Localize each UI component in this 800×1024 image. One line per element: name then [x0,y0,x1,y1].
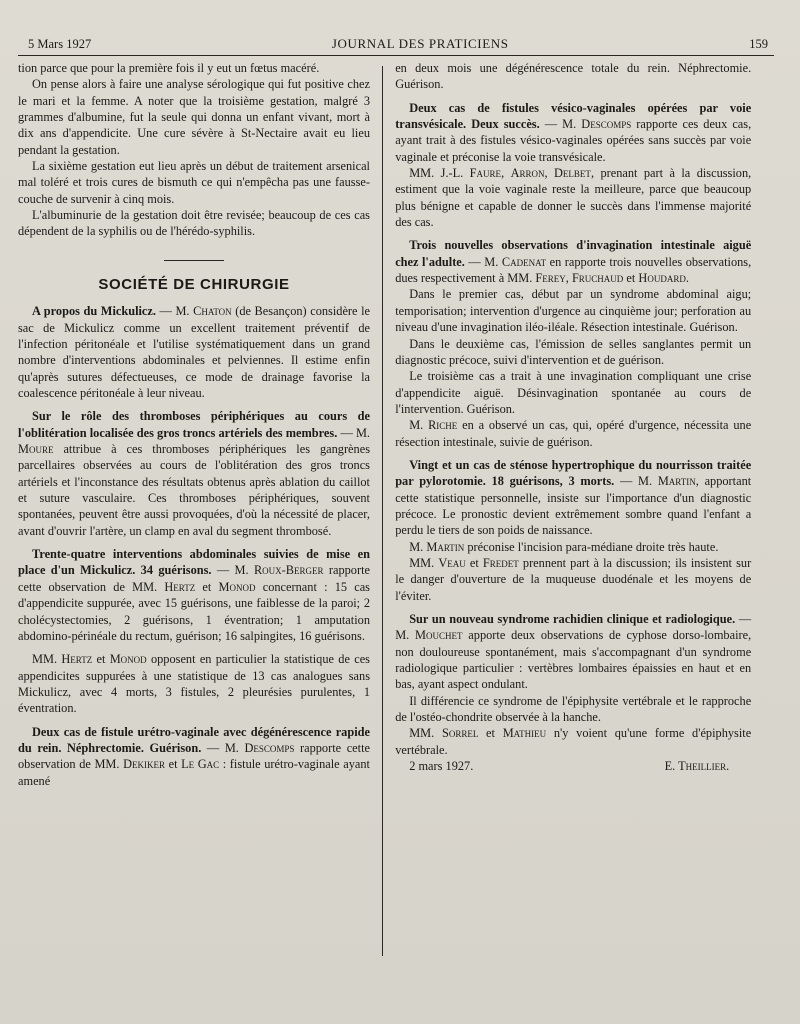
report-date: 2 mars 1927. [409,759,474,774]
text-run: MM. [32,652,62,667]
author-name: Houdard [638,271,686,286]
signature-line [395,758,751,774]
author-name: Monod [218,579,256,594]
text-run: MM. [409,726,442,741]
text-run: concernant : 15 cas d'appendicite suppurée, avec 15 guérisons, une faiblesse de la paroi; 2 cholécystectomies, 2 guérisons, 1 éventration; 1 amputation abdomino-périnéale du rectum, guérison; 16 salpingites, 16 guérisons. [18,579,370,643]
report-text: rapporte ces deux cas, ayant trait à des fistules vésico-vaginales opérées sans succès par voie vaginale et préconise la voie transvésicale. [395,117,752,164]
paragraph: La sixième gestation eut lieu après un début de traitement arsenical mal toléré et trois cures de bismuth ce qui n'empêcha pas une fausse-couche de survenir à cinq mois. [18,159,370,206]
paragraph [395,555,751,604]
author-name: Moure [18,442,54,457]
paragraph: L'albuminurie de la gestation doit être revisée; beaucoup de ces cas dépendent de la syphilis ou de l'hérédo-syphilis. [18,208,370,239]
author-name: Martin [657,474,696,489]
report-title: Sur un nouveau syndrome rachidien clinique et radiologique. [409,612,736,626]
section-title: SOCIÉTÉ DE CHIRURGIE [98,275,290,293]
spacer [18,539,370,546]
column-rule [382,66,383,956]
report-title: A propos du Mickulicz. [32,304,156,319]
text-run: : fistule urétro-vaginale ayant amené [18,757,370,788]
text-run: . [685,271,689,286]
author-name: Delbet [554,166,591,181]
report-title: Vingt et un cas de sténose hypertrophique du nourrisson traitée par pylorotomie. 18 guérisons, 3 morts. [395,457,752,489]
header-date: 5 Mars 1927 [28,37,92,51]
paragraph [395,165,751,230]
text-run: et [478,726,503,741]
author-name: Roux-Berger [253,563,324,578]
text-run: opposent en particulier la statistique de ces appendicites suppurées à une statistique de 13 cas analogues sans Mickulicz, avec 4 morts, 3 fistules, 2 pleurésies purulentes, 1 éventration. [18,652,370,716]
text-run: , [565,271,572,286]
author-name: Mouchet [415,628,463,643]
text-run: rapporte cette observation de MM. [18,563,370,594]
author-name: Veau [438,555,466,570]
author-name: Dekiker [123,757,165,772]
author-name: J.-L. Faure [440,166,502,181]
text-run: et [195,579,219,594]
text-run: n'y voient qu'une forme d'épiphysite vertébrale. [395,726,752,757]
paragraph [395,417,751,450]
paragraph: Il différencie ce syndrome de l'épiphysite vertébrale et le rapproche de l'ostéo-chondrite observée à la hanche. [395,693,752,725]
report-stenose [395,457,751,539]
paragraph: en deux mois une dégénérescence totale du rein. Néphrectomie. Guérison. [395,61,752,92]
text-run: et [623,271,639,286]
report-syndrome-rachidien [395,611,751,693]
author-name: Descomps [244,740,295,755]
report-title: Deux cas de fistule urétro-vaginale avec dégénérescence rapide du rein. Néphrectomie. Guérison. [18,724,370,755]
paragraph: Dans le deuxième cas, l'émission de selles sanglantes permit un diagnostic précoce, suivi d'intervention et de guérison. [395,336,752,367]
text-run: — M. [539,117,582,132]
author-name: Fruchaud [571,271,624,286]
paragraph: tion parce que pour la première fois il y eut un fœtus macéré. [18,61,320,75]
page-number: 159 [749,37,768,51]
spacer [18,401,370,408]
right-column [389,60,751,990]
author-name: Riche [428,418,458,433]
report-invagination [395,237,751,286]
spacer [395,230,751,237]
text-run: MM. [409,166,441,181]
text-run: en a observé un cas, qui, opéré d'urgence, nécessita une résection intestinale, suivie de guérison. [395,418,752,449]
author-name: Le Gac [181,757,220,772]
paragraph: Le troisième cas a trait à une invagination compliquant une crise d'appendicite aiguë. Désinvagination spontanée au cours de l'intervention. Guérison. [395,369,752,416]
report-trente-quatre [18,546,370,644]
report-vesico-vaginales [395,100,751,165]
text-run: préconise l'incision para-médiane droite très haute. [464,539,719,554]
report-text: (de Besançon) considère le sac de Mickulicz comme un excellent traitement préventif de l'infection péritonéale et l'utilise systématiquement dans un grand nombre d'interventions abdominales et pelviennes. Il estime enfin qu'après sutures défectueuses, ce mode de drainage favorise la coalescence péritonéale à leur niveau. [18,304,370,401]
report-text: attribue à ces thromboses périphériques les gangrènes parcellaires observées au cours de l'oblitération des gros troncs artériels et l'inconstance des résultats obtenus après ablation du caillot et suture vasculaire. Ces thromboses périphériques, souvent spontanées, peuvent être aussi provoquées, d'où la nécessité de placer, avant d'ouvrir l'artère, un clamp en aval du segment thrombosé. [18,442,370,538]
author-name: Ferey [535,271,566,286]
report-title: Sur le rôle des thromboses périphériques au cours de l'oblitération localisée des gros troncs artériels des membres. [18,409,370,440]
text-run: MM. [409,555,439,570]
text-run: — M. [337,425,371,440]
text-run: , [544,166,555,181]
report-text: , apportant cette statistique personnelle, insiste sur l'importance d'un diagnostic précoce. Le pronostic devient extrêmement sombre quand l'enfant a perdu le tiers de son poids de naissance. [395,474,752,538]
paragraph [395,539,751,555]
spacer [18,644,370,651]
report-hertz-monod [18,651,370,716]
author-name: Monod [109,652,147,667]
spacer [395,604,751,611]
text-run: rapporte cette observation de MM. [18,740,371,772]
text-run: — M. [155,304,194,319]
author-name: Descomps [581,117,632,132]
author-name: Fredet [482,555,519,570]
left-column [18,60,376,990]
text-run: — M. [211,563,254,578]
text-run: , prenant part à la discussion, estiment que la voie vaginale reste la meilleure, parce que beaucoup plus bénigne et capable de donner le succès dans l'immense majorité des cas. [395,166,752,230]
spacer [395,450,751,457]
two-columns [18,60,774,990]
report-title: Deux cas de fistules vésico-vaginales opérées par voie transvésicale. Deux succès. [395,100,752,132]
text-run: et [92,652,110,667]
text-run: — M. [201,740,245,755]
author-name: Chaton [193,304,232,319]
report-author: E. Theillier. [664,759,730,774]
paragraph: On pense alors à faire une analyse sérologique qui fut positive chez le mari et la femme. A noter que la troisième gestation, malgré 3 grammes d'albumine, fut la seule qui donna un enfant vivant, mort à dix ans d'appendicite. Une cure sévère à St-Nectaire avait eu lieu pendant la gestation. [18,77,370,157]
text-run: prennent part à la discussion; ils insistent sur le danger d'ouverture de la muqueuse duodénale et les moyens de l'éviter. [395,555,752,603]
report-thromboses [18,408,370,539]
author-name: Hertz [164,579,196,594]
page-header [18,36,774,56]
spacer [395,93,751,100]
report-mickulicz [18,303,370,401]
text-run: et [465,555,483,570]
paragraph: Dans le premier cas, début par un syndrome abdominal aigu; temporisation; intervention d'urgence au cinquième jour; perforation au niveau d'une invagination iléo-iléale. Résection intestinale. Guérison. [395,287,752,335]
author-name: Martin [426,539,465,554]
text-run: — M. [614,474,658,489]
report-fistule-uretro [18,724,370,789]
text-run: , [501,166,511,181]
journal-title: JOURNAL DES PRATICIENS [331,36,509,51]
report-title: Trente-quatre interventions abdominales suivies de mise en place d'un Mickulicz. 34 guérisons. [18,547,370,578]
author-name: Hertz [61,652,93,667]
author-name: Arron [510,166,545,181]
text-run: — M. [464,254,502,269]
author-name: Sorrel [441,726,479,741]
report-title: Trois nouvelles observations d'invagination intestinale aiguë chez l'adulte. [395,238,752,269]
paragraph [395,725,751,758]
text-run: en rapporte trois nouvelles observations, dues respectivement à MM. [395,254,752,286]
author-name: Mathieu [502,726,547,741]
section-divider [164,260,224,261]
text-run: — M. [395,612,752,643]
author-name: Cadenat [501,254,547,269]
report-text: apporte deux observations de cyphose dorso-lombaire, non douloureuse spontanément, mais s'accompagnant d'un syndrome radiologique particulier : vertèbres lombaires épaissies en haut et en bas, ayant aspect ondulant. [395,628,752,692]
text-run: M. [409,539,427,554]
text-run: et [165,757,182,772]
spacer [18,717,370,724]
text-run: M. [409,418,429,433]
